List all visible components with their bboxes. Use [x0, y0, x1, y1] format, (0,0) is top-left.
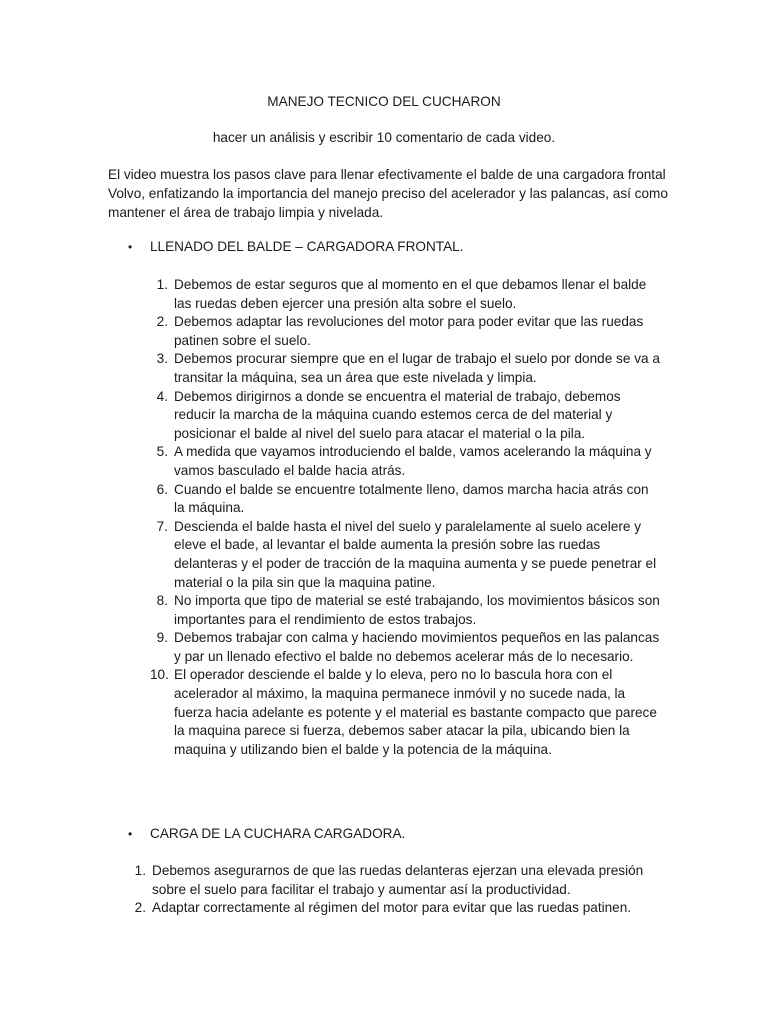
list-item-text: Debemos asegurarnos de que las ruedas delanteras ejerzan una elevada presión sobre el suelo para facilitar el trabajo y aumentar así la productividad. [152, 863, 644, 897]
list-item-text: Adaptar correctamente al régimen del motor para evitar que las ruedas patinen. [152, 900, 632, 916]
list-item-number: 4. [156, 388, 168, 404]
list-item-text: A medida que vayamos introduciendo el balde, vamos acelerando la máquina y vamos basculado el balde hacia atrás. [174, 444, 652, 478]
carga-steps-list [124, 862, 658, 918]
section-heading-llenado [128, 238, 668, 257]
list-item-text: Descienda el balde hasta el nivel del suelo y paralelamente al suelo acelere y eleve el bade, al levantar el balde aumenta la presión sobre las ruedas delanteras y el poder de tracción de la maquina aumenta y se puede penetrar el material o la pila sin que la maquina patine. [174, 518, 657, 590]
list-item [124, 862, 658, 899]
list-item-number: 1. [134, 863, 146, 878]
list-item [150, 481, 662, 518]
list-item-number: 3. [156, 351, 168, 367]
list-item-number: 2. [156, 314, 168, 330]
list-item-number: 2. [134, 900, 146, 916]
list-item-number: 5. [156, 444, 168, 460]
document-subtitle: hacer un análisis y escribir 10 comentario de cada video. [212, 130, 556, 145]
section-heading-carga [128, 825, 668, 844]
bullet-icon: • [128, 827, 133, 841]
list-item [150, 443, 662, 480]
list-item-number: 7. [156, 518, 168, 534]
list-item-text: Debemos dirigirnos a donde se encuentra el material de trabajo, debemos reducir la marcha de la máquina cuando estemos cerca de del material y posicionar el balde al nivel del suelo para atacar el material o la pila. [174, 388, 621, 441]
section-heading-label: CARGA DE LA CUCHARA CARGADORA. [150, 826, 406, 841]
list-item [150, 518, 662, 592]
list-item [150, 592, 662, 629]
intro-paragraph: El video muestra los pasos clave para llenar efectivamente el balde de una cargadora frontal Volvo, enfatizando la importancia del manejo preciso del acelerador y las palancas, así como mantener el área de trabajo limpia y nivelada. [108, 167, 668, 221]
document-title: MANEJO TECNICO DEL CUCHARON [267, 94, 501, 109]
bullet-icon: • [128, 240, 133, 254]
list-item-text: Cuando el balde se encuentre totalmente lleno, damos marcha hacia atrás con la máquina. [174, 481, 649, 516]
list-item-number: 6. [156, 481, 168, 497]
section-heading-label: LLENADO DEL BALDE – CARGADORA FRONTAL. [150, 239, 464, 254]
list-item [150, 276, 662, 313]
list-item-number: 8. [156, 593, 168, 609]
list-item [150, 629, 662, 666]
list-item [150, 388, 662, 444]
list-item-text: Debemos trabajar con calma y haciendo movimientos pequeños en las palancas y par un llenado efectivo el balde no debemos acelerar más de lo necesario. [174, 630, 660, 664]
list-item-number: 1. [156, 277, 168, 292]
list-item [124, 899, 658, 918]
list-item-text: Debemos adaptar las revoluciones del motor para poder evitar que las ruedas patinen sobre el suelo. [174, 314, 644, 348]
list-item [150, 350, 662, 387]
list-item-text: Debemos procurar siempre que en el lugar de trabajo el suelo por donde se va a transitar la máquina, sea un área que este nivelada y limpia. [174, 351, 660, 385]
llenado-steps-list [150, 276, 662, 759]
list-item [150, 313, 662, 350]
list-item-text: No importa que tipo de material se esté trabajando, los movimientos básicos son importantes para el rendimiento de estos trabajos. [174, 593, 660, 627]
list-item [150, 666, 662, 759]
list-item-number: 9. [156, 630, 168, 646]
list-item-text: El operador desciende el balde y lo eleva, pero no lo bascula hora con el acelerador al máximo, la maquina permanece inmóvil y no sucede nada, la fuerza hacia adelante es potente y el material es bastante compacto que parece la maquina parece si fuerza, debemos saber atacar la pila, ubicando bien la maquina y utilizando bien el balde y la potencia de la máquina. [174, 667, 657, 757]
list-item-number: 10. [150, 667, 169, 683]
list-item-text: Debemos de estar seguros que al momento en el que debamos llenar el balde las ruedas deben ejercer una presión alta sobre el suelo. [174, 277, 647, 311]
